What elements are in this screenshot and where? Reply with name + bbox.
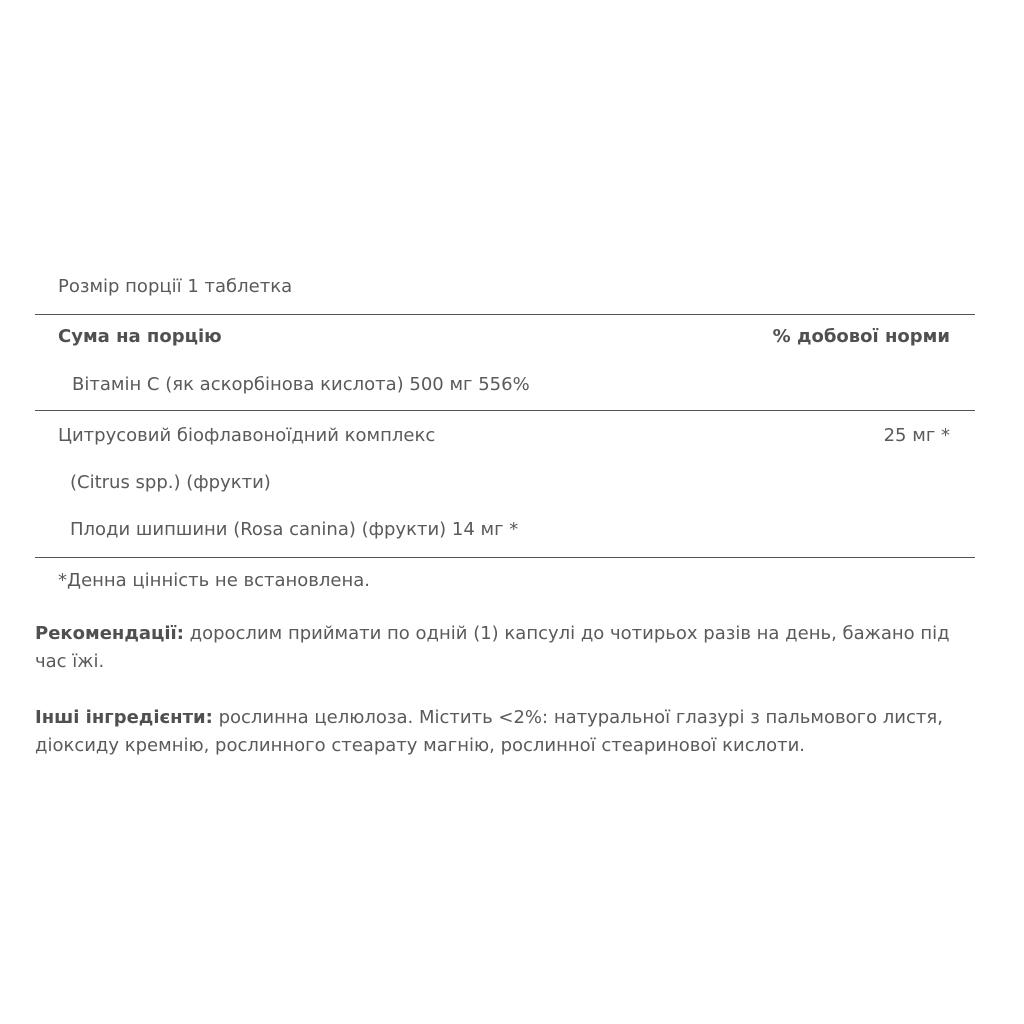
rosehip-row: Плоди шипшини (Rosa canina) (фрукти) 14 мг * — [70, 519, 519, 540]
citrus-complex-name: Цитрусовий біофлавоноїдний комплекс — [58, 425, 436, 446]
other-ingredients-paragraph — [35, 704, 975, 760]
vitamin-c-row: Вітамін С (як аскорбінова кислота) 500 мг 556% — [72, 374, 530, 395]
amount-per-serving-header: Сума на порцію — [58, 326, 222, 347]
citrus-source-note: (Citrus spp.) (фрукти) — [70, 472, 271, 493]
other-ingredients-label: Інші інгредієнти: — [35, 707, 213, 728]
divider-top — [35, 314, 975, 315]
daily-value-header: % добової норми — [772, 326, 950, 347]
recommendations-paragraph — [35, 620, 975, 676]
recommendations-label: Рекомендації: — [35, 623, 184, 644]
divider-bottom — [35, 557, 975, 558]
recommendations-text: дорослим приймати по одній (1) капсулі до чотирьох разів на день, бажано під час їжі. — [35, 623, 950, 672]
footnote: *Денна цінність не встановлена. — [58, 570, 371, 591]
other-ingredients-text: рослинна целюлоза. Містить <2%: натуральної глазурі з пальмового листя, діоксиду кремнію, рослинного стеарату магнію, рослинної стеаринової кислоти. — [35, 707, 943, 756]
citrus-complex-amount: 25 мг * — [883, 425, 950, 446]
serving-size: Розмір порції 1 таблетка — [58, 276, 293, 297]
divider-middle — [35, 410, 975, 411]
